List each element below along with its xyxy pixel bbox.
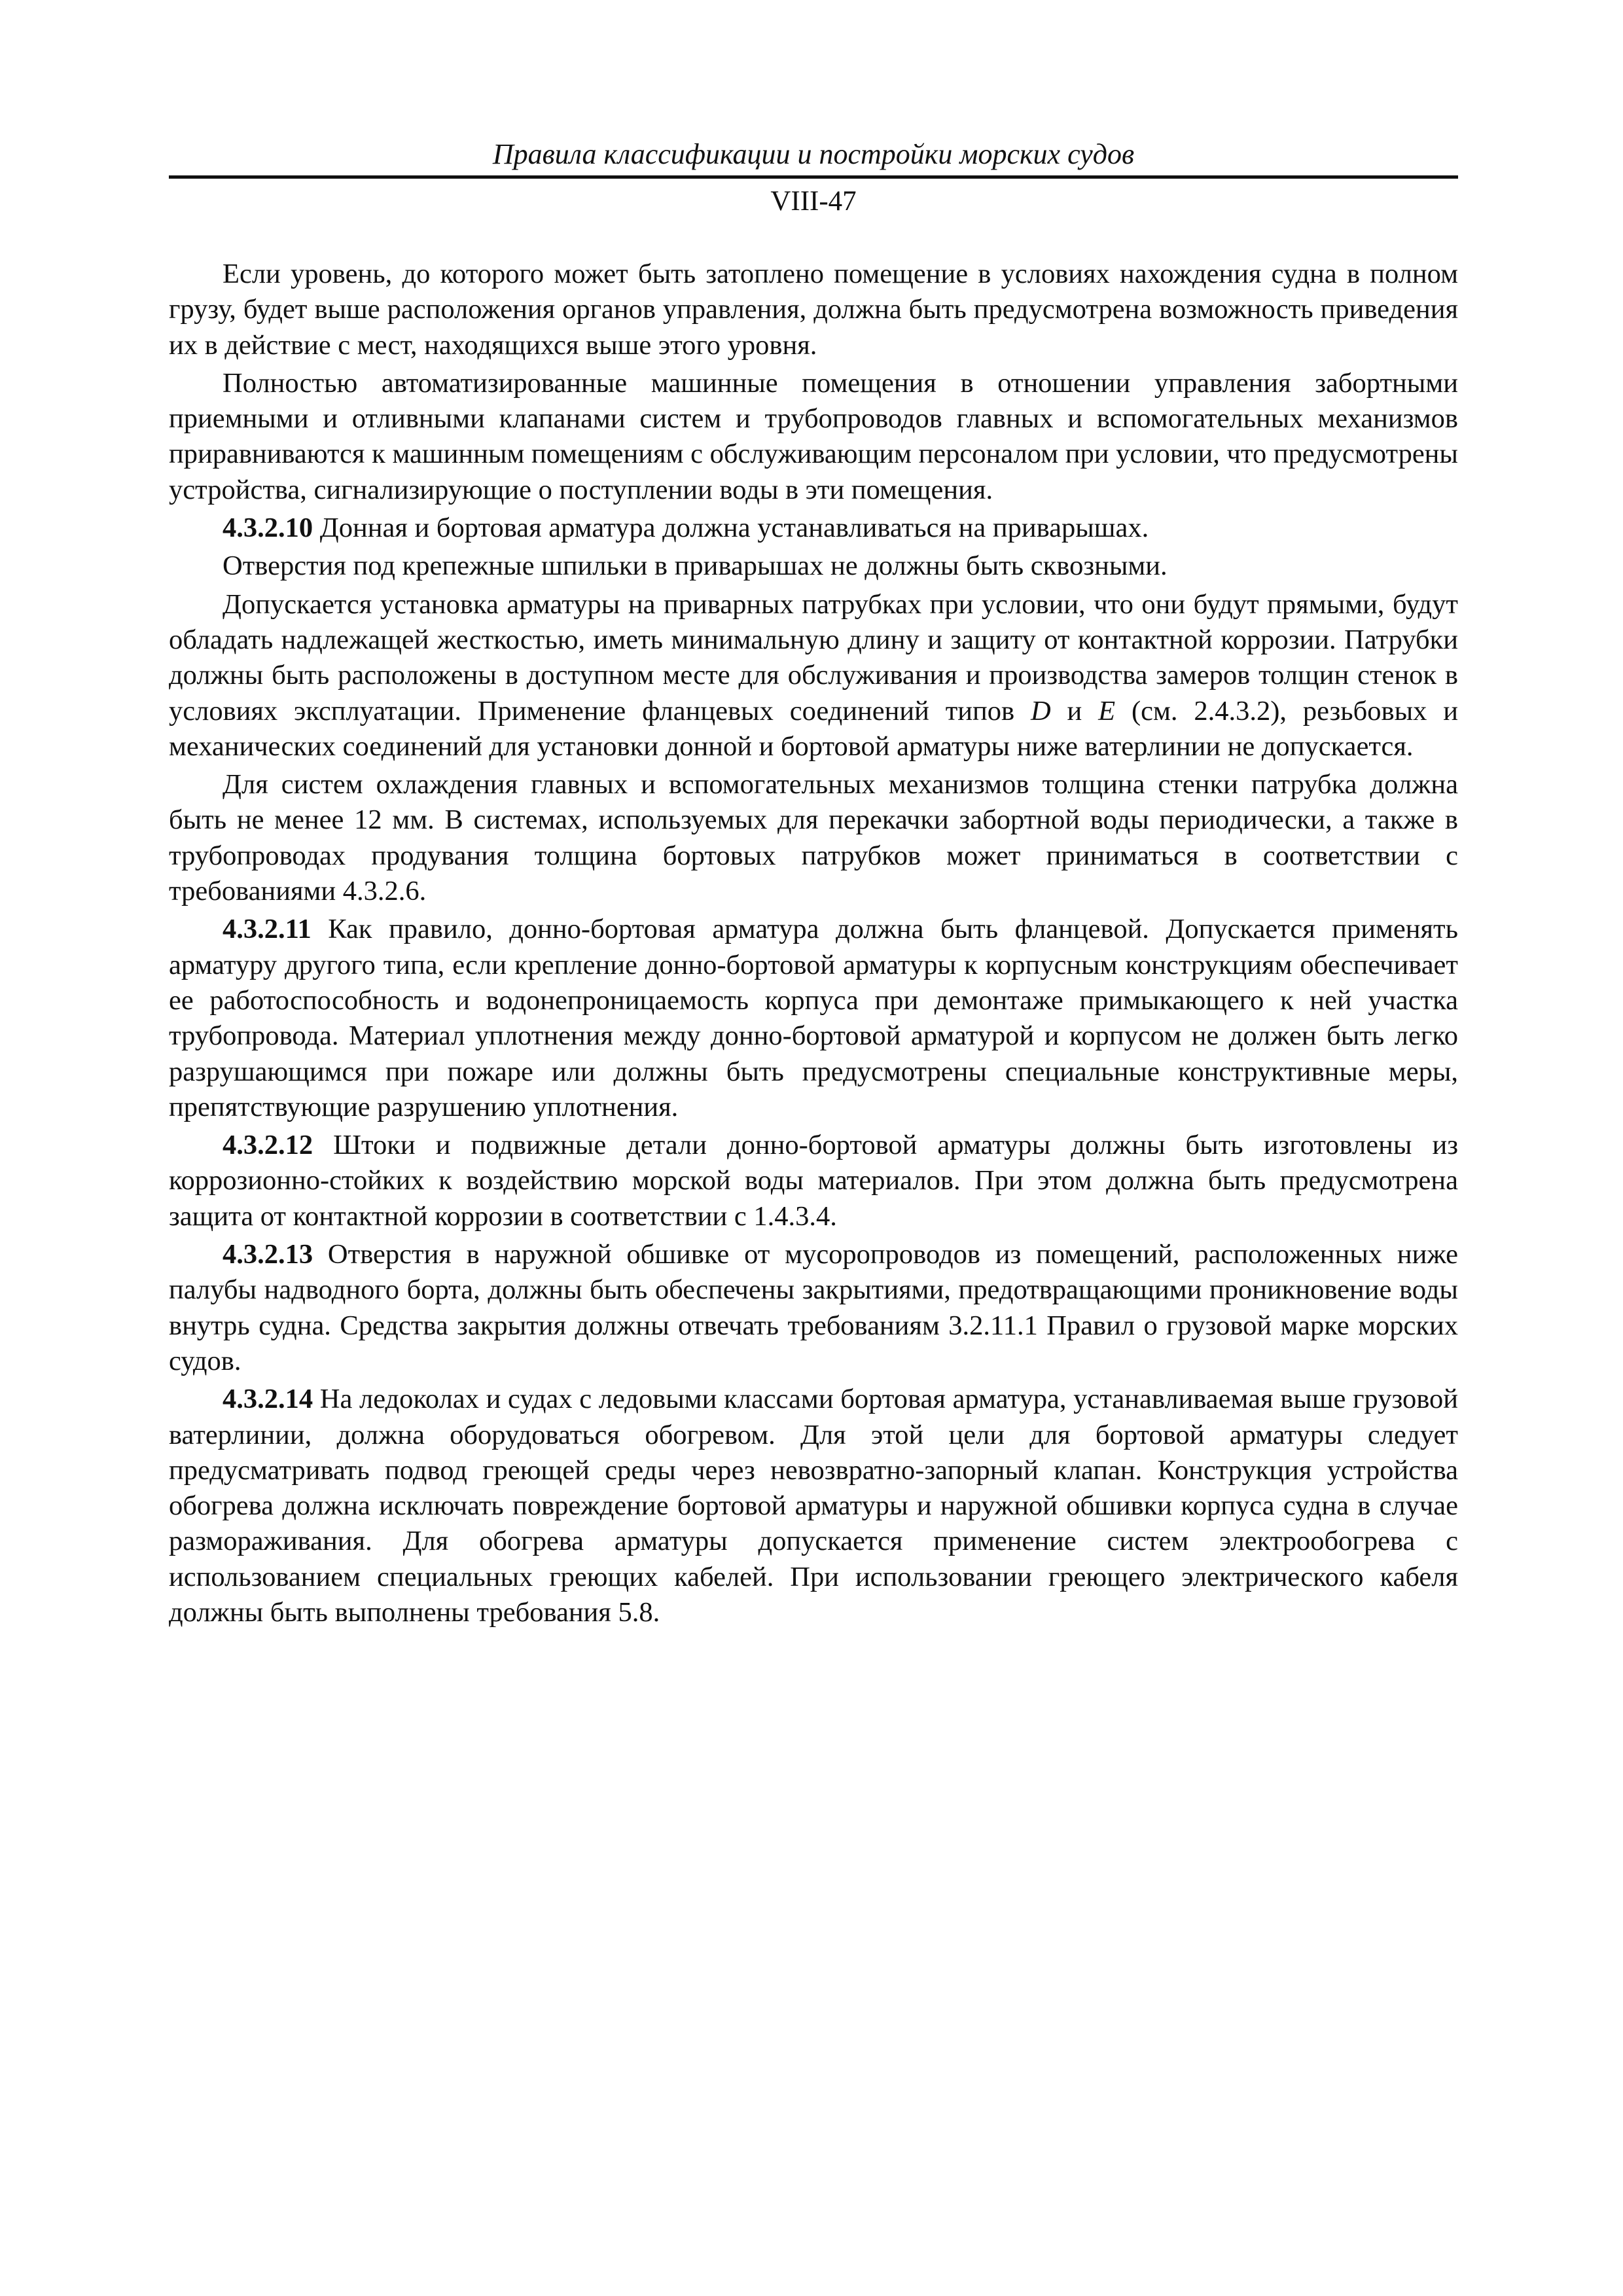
paragraph-flood-level bbox=[169, 257, 1458, 363]
clause-4-3-2-12 bbox=[169, 1128, 1458, 1234]
paragraph-text: Донная и бортовая арматура должна устанавливаться на приварышах. bbox=[313, 512, 1149, 544]
paragraph-text: Если уровень, до которого может быть затоплено помещение в условиях нахождения судна в полном грузу, будет выше расположения органов управления, должна быть предусмотрена возможность приведения их в действие с мест, находящихся выше этого уровня. bbox=[169, 259, 1458, 361]
page-number: VIII-47 bbox=[770, 186, 857, 217]
header-rule bbox=[169, 175, 1458, 179]
paragraph-text: (см. 2.4.3.2), резьбовых и механических соединений для установки донной и бортовой арматуры ниже ватерлинии не допускается. bbox=[169, 695, 1459, 762]
clause-number: 4.3.2.13 bbox=[223, 1239, 313, 1270]
paragraph-text: Отверстия под крепежные шпильки в приварышах не должны быть сквозными. bbox=[223, 550, 1168, 582]
clause-number: 4.3.2.11 bbox=[223, 914, 312, 945]
joint-type-e: E bbox=[1098, 695, 1116, 726]
clause-number: 4.3.2.10 bbox=[223, 512, 313, 544]
running-title: Правила классификации и постройки морских судов bbox=[492, 138, 1135, 170]
clause-number: 4.3.2.12 bbox=[223, 1130, 313, 1161]
paragraph-stud-holes bbox=[169, 548, 1458, 584]
paragraph-text: На ледоколах и судах с ледовыми классами бортовая арматура, устанавливаемая выше грузовой ватерлинии, должна оборудоваться обогревом. Для этой цели для бортовой арматуры следует предусматривать подвод греющей среды через невозвратно-запорный клапан. Конструкция устройства обогрева должна исключать повреждение бортовой арматуры и наружной обшивки корпуса судна в случае размораживания. Для обогрева арматуры допускается применение систем электрообогрева с использованием специальных греющих кабелей. При использовании греющего электрического кабеля должны быть выполнены требования 5.8. bbox=[169, 1384, 1458, 1628]
paragraph-text: Допускается установка арматуры на приварных патрубках при условии, что они будут прямыми, будут обладать надлежащей жесткостью, иметь минимальную длину и защиту от контактной коррозии. Патрубки должны быть расположены в доступном месте для обслуживания и производства замеров толщин стенок в условиях эксплуатации. Применение фланцевых соединений типов bbox=[169, 588, 1458, 726]
clause-4-3-2-14 bbox=[169, 1382, 1458, 1630]
joint-type-d: D bbox=[1030, 695, 1051, 726]
clause-number: 4.3.2.14 bbox=[223, 1384, 313, 1415]
clause-4-3-2-13 bbox=[169, 1237, 1458, 1379]
paragraph-text: и bbox=[1050, 695, 1099, 726]
paragraph-text: Для систем охлаждения главных и вспомогательных механизмов толщина стенки патрубка должна быть не менее 12 мм. В системах, используемых для перекачки забортной воды периодически, а также в трубопроводах продувания толщина бортовых патрубков может приниматься в соответствии с требованиями 4.3.2.6. bbox=[169, 769, 1458, 907]
paragraph-welded-branches bbox=[169, 587, 1458, 764]
body-text bbox=[169, 257, 1458, 1630]
paragraph-text: Отверстия в наружной обшивке от мусоропроводов из помещений, расположенных ниже палубы надводного борта, должны быть обеспечены закрытиями, предотвращающими проникновение воды внутрь судна. Средства закрытия должны отвечать требованиям 3.2.11.1 Правил о грузовой марке морских судов. bbox=[169, 1239, 1458, 1376]
paragraph-text: Как правило, донно-бортовая арматура должна быть фланцевой. Допускается применять арматуру другого типа, если крепление донно-бортовой арматуры к корпусным конструкциям обеспечивает ее работоспособность и водонепроницаемость корпуса при демонтаже примыкающего к ней участка трубопровода. Материал уплотнения между донно-бортовой арматурой и корпусом не должен быть легко разрушающимся при пожаре или должны быть предусмотрены специальные конструктивные меры, препятствующие разрушению уплотнения. bbox=[169, 914, 1458, 1122]
paragraph-text: Штоки и подвижные детали донно-бортовой арматуры должны быть изготовлены из коррозионно-стойких к воздействию морской воды материалов. При этом должна быть предусмотрена защита от контактной коррозии в соответствии с 1.4.3.4. bbox=[169, 1130, 1458, 1232]
paragraph-automated-machinery bbox=[169, 366, 1458, 508]
paragraph-wall-thickness bbox=[169, 767, 1458, 909]
clause-4-3-2-11 bbox=[169, 912, 1458, 1125]
clause-4-3-2-10 bbox=[169, 511, 1458, 546]
paragraph-text: Полностью автоматизированные машинные помещения в отношении управления забортными приемными и отливными клапанами систем и трубопроводов главных и вспомогательных механизмов приравниваются к машинным помещениям с обслуживающим персоналом при условии, что предусмотрены устройства, сигнализирующие о поступлении воды в эти помещения. bbox=[169, 367, 1458, 505]
